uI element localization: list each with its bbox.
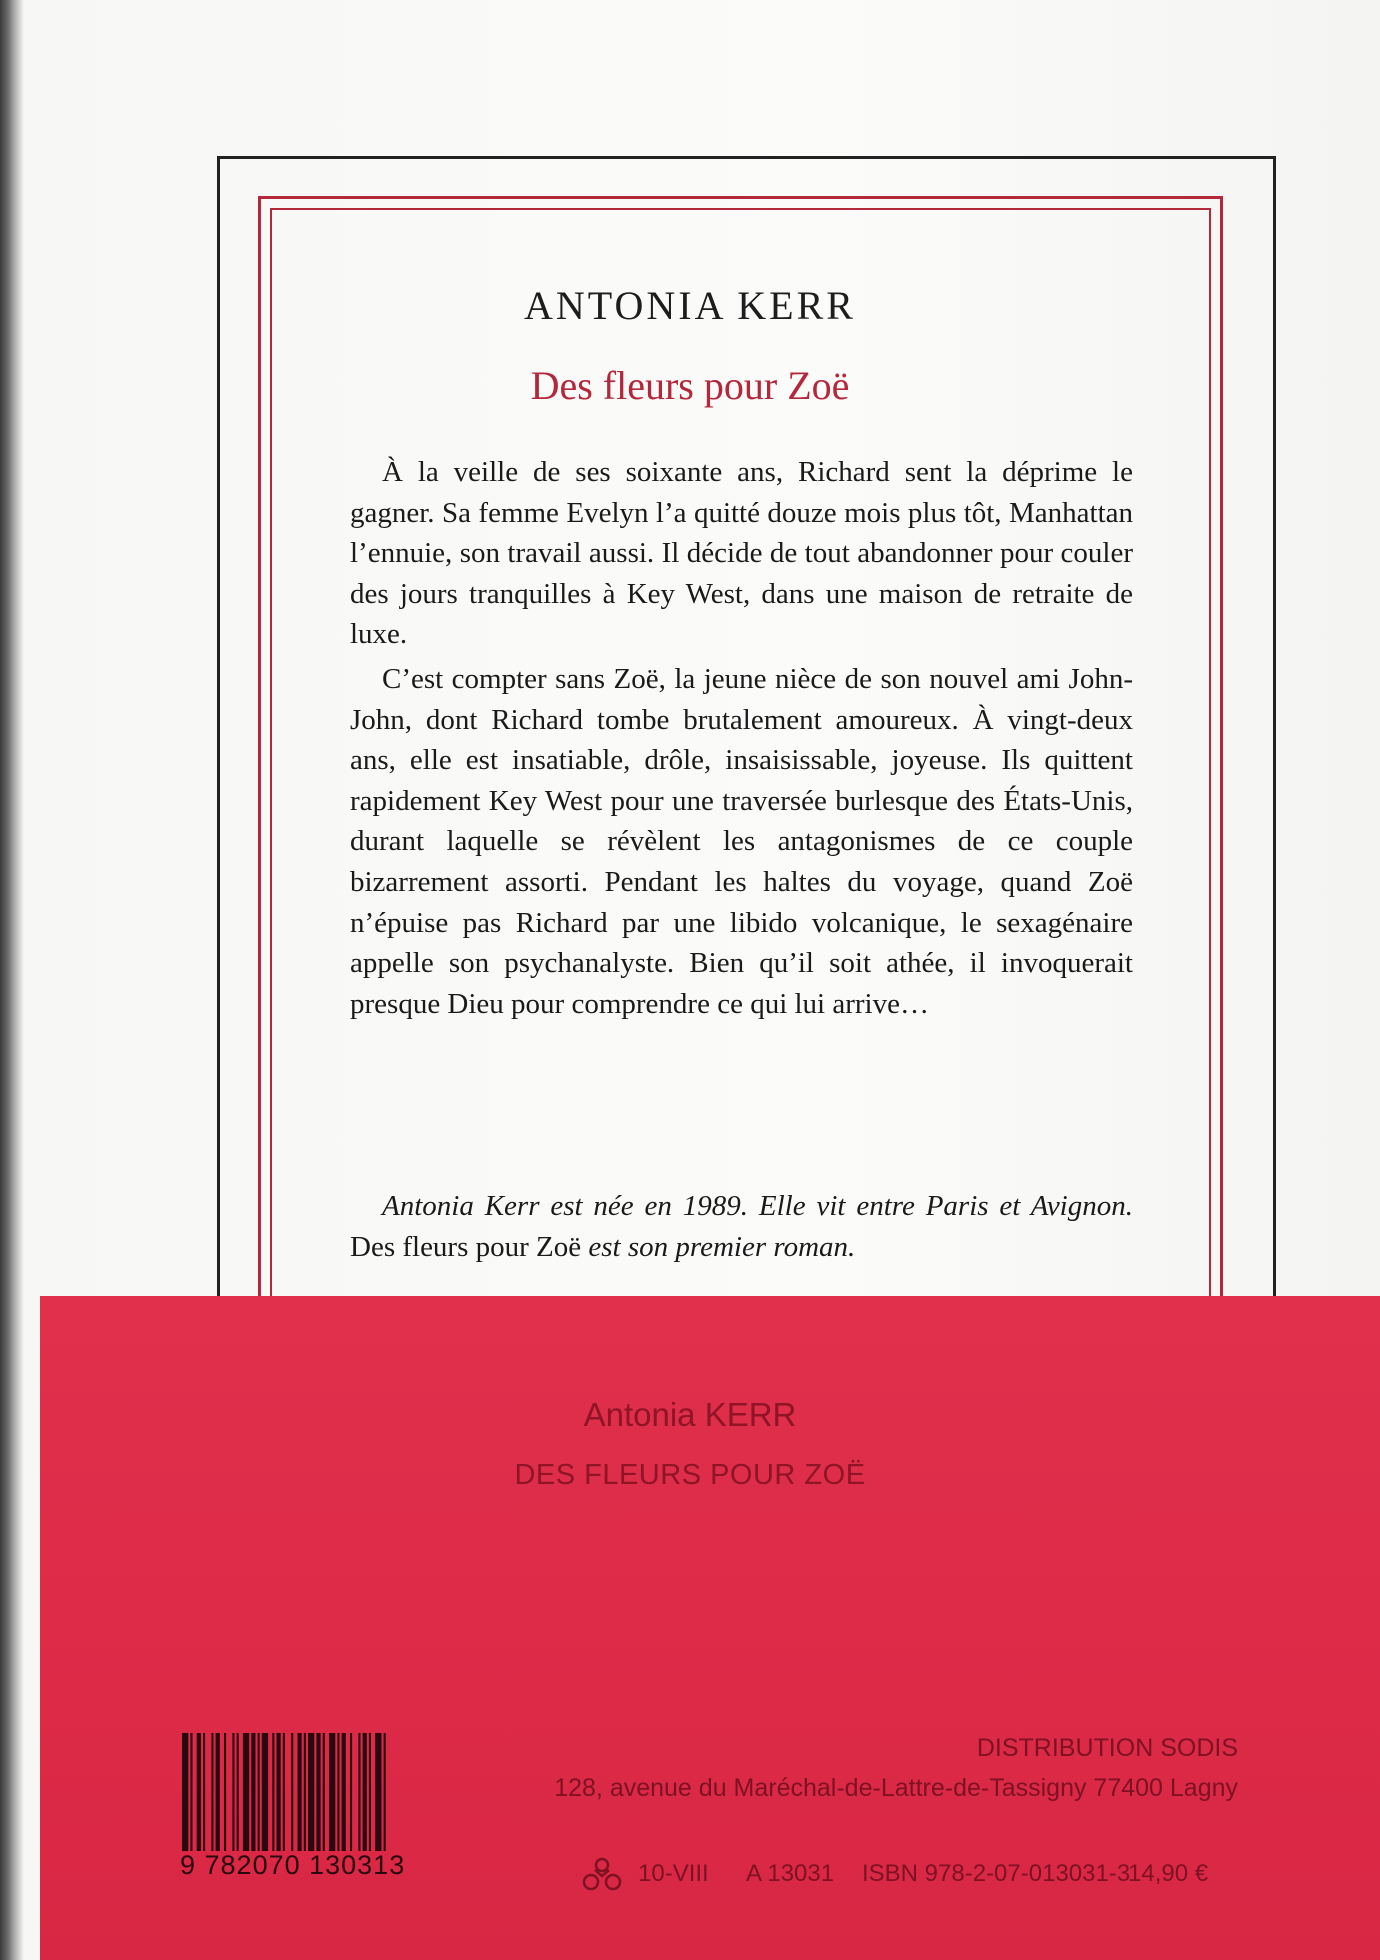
blurb <box>350 452 1133 1028</box>
barcode-bar <box>211 1733 213 1851</box>
blurb-paragraph-2: C’est compter sans Zoë, la jeune nièce de son nouvel ami John-John, dont Richard tombe brutalement amoureux. À vingt-deux ans, elle est insatiable, drôle, insaisissable, joyeuse. Ils quittent rapidement Key West pour une traversée burlesque des États-Unis, durant laquelle se révèlent les antagonismes de ce couple bizarrement assorti. Pendant les haltes du voyage, quand Zoë n’épuise pas Richard par une libido volcanique, le sexagénaire appelle son psychanalyste. Bien qu’il soit athée, il invoquerait presque Dieu pour comprendre ce qui lui arrive… <box>350 662 1133 1020</box>
isbn: ISBN 978-2-07-013031-3 <box>862 1860 1131 1887</box>
book-title: Des fleurs pour Zoë <box>530 363 850 408</box>
barcode-bar <box>190 1733 192 1851</box>
distribution-label: DISTRIBUTION SODIS <box>976 1734 1238 1762</box>
bio-book-title: Des fleurs pour Zoë <box>350 1231 582 1263</box>
publisher-codes <box>580 1856 1240 1892</box>
barcode-bars <box>178 1733 468 1851</box>
barcode-bar <box>350 1733 352 1851</box>
band-author: Antonia KERR <box>583 1396 797 1433</box>
bio-text-1: Antonia Kerr est née en 1989. Elle vit entre Paris et Avignon. <box>382 1190 1133 1222</box>
barcode-bar <box>283 1733 285 1851</box>
print-code: 10-VIII <box>638 1860 709 1887</box>
price: 14,90 € <box>1128 1860 1209 1887</box>
barcode-bar <box>337 1733 339 1851</box>
barcode-bar <box>232 1733 234 1851</box>
barcode-digits: 9 782070 130313 <box>180 1850 406 1880</box>
barcode-bar <box>272 1733 274 1851</box>
barcode-bar <box>197 1733 201 1851</box>
barcode-bar <box>277 1733 281 1851</box>
barcode-bar <box>258 1733 260 1851</box>
blurb-paragraph-1: À la veille de ses soixante ans, Richard sent la déprime le gagner. Sa femme Evelyn l’a quitté douze mois plus tôt, Manhattan l’ennuie, son travail aussi. Il décide de tout abandonner pour couler des jours tranquilles à Key West, dans une maison de retraite de luxe. <box>350 456 1133 651</box>
publisher-logo-icon <box>580 1856 624 1892</box>
barcode-bar <box>363 1733 367 1851</box>
barcode-bar <box>375 1733 381 1851</box>
barcode-bar <box>342 1733 346 1851</box>
author-bio <box>350 1186 1133 1268</box>
reference-code: A 13031 <box>746 1860 835 1887</box>
barcode-bar <box>251 1733 255 1851</box>
barcode-bar <box>304 1733 306 1851</box>
barcode-bar <box>316 1733 320 1851</box>
barcode-bar <box>384 1733 386 1851</box>
distribution-address: 128, avenue du Maréchal-de-Lattre-de-Tassigny 77400 Lagny <box>554 1774 1238 1802</box>
barcode-bar <box>224 1733 226 1851</box>
barcode-bar <box>369 1733 371 1851</box>
barcode-bar <box>237 1733 239 1851</box>
barcode-bar <box>298 1733 302 1851</box>
band-title: DES FLEURS POUR ZOË <box>514 1459 866 1491</box>
barcode-bar <box>308 1733 314 1851</box>
barcode-bar <box>358 1733 360 1851</box>
barcode-bar <box>262 1733 268 1851</box>
barcode-bar <box>243 1733 249 1851</box>
barcode-bar <box>216 1733 220 1851</box>
barcode-bar <box>291 1733 293 1851</box>
barcode-bar <box>203 1733 205 1851</box>
barcode-bar <box>329 1733 335 1851</box>
barcode-bar <box>323 1733 325 1851</box>
barcode-bar <box>182 1733 188 1851</box>
bio-text-2: est son premier roman. <box>588 1231 856 1263</box>
author-name: ANTONIA KERR <box>524 283 856 328</box>
